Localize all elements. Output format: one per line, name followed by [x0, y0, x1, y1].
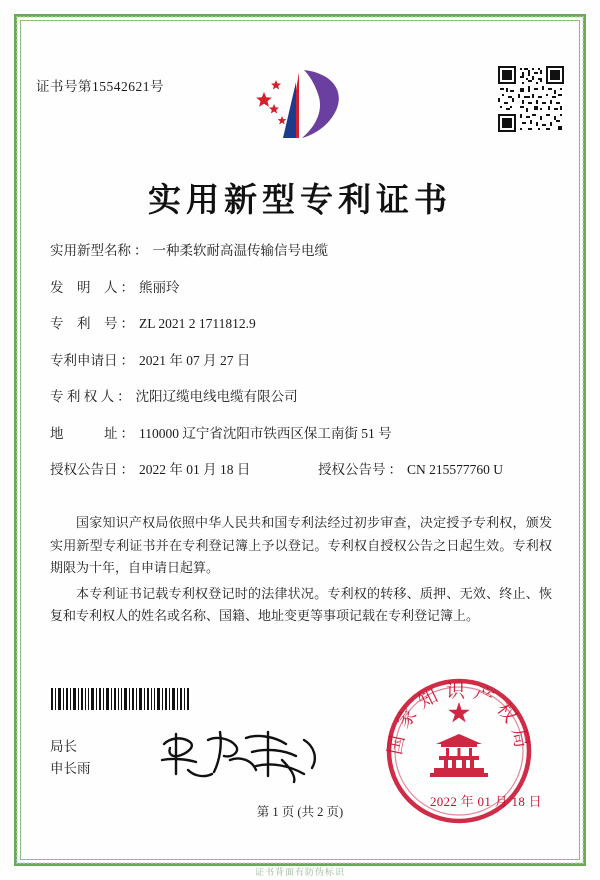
field-label-grant-number: 授权公告号	[318, 462, 386, 477]
field-row-dual	[50, 461, 556, 479]
field-label: 专 利 号	[50, 316, 118, 331]
certificate-number: 证书号第15542621号	[36, 79, 164, 94]
field-list	[50, 242, 556, 498]
field-colon: ：	[134, 243, 148, 258]
legal-paragraph-1: 国家知识产权局依照中华人民共和国专利法经过初步审查，决定授予专利权，颁发实用新型专利证书并在专利登记簿上予以登记。专利权自授权公告之日起生效。专利权期限为十年，自申请日起算。	[50, 515, 552, 575]
field-value-grant-number: CN 215577760 U	[407, 462, 504, 477]
bottom-note: 证书背面有防伪标识	[254, 867, 345, 877]
field-row	[50, 279, 556, 297]
page-footer: 第 1 页 (共 2 页)	[256, 805, 344, 819]
field-value: 沈阳辽缆电线电缆有限公司	[135, 389, 298, 404]
field-row	[50, 352, 556, 370]
legal-paragraph-2: 本专利证书记载专利权登记时的法律状况。专利权的转移、质押、无效、终止、恢复和专利权人的姓名或名称、国籍、地址变更等事项记载在专利登记簿上。	[50, 585, 552, 623]
signature-labels	[50, 736, 91, 780]
barcode-icon	[50, 688, 190, 710]
director-name: 申长雨	[50, 761, 91, 776]
svg-text:国家知识产权局: 国家知识产权局	[384, 681, 534, 757]
field-value: 110000 辽宁省沈阳市铁西区保工南街 51 号	[139, 425, 392, 441]
field-row	[50, 388, 556, 406]
field-value: ZL 2021 2 1711812.9	[139, 316, 256, 331]
field-value-grant-date: 2022 年 01 月 18 日	[139, 462, 251, 477]
certificate-content	[36, 36, 564, 877]
field-colon: ：	[120, 279, 134, 295]
field-colon: ：	[120, 462, 134, 477]
field-label: 专利申请日	[50, 352, 118, 368]
field-label: 地 址	[50, 425, 118, 441]
field-colon: ：	[117, 389, 131, 404]
patent-office-logo-icon	[252, 64, 362, 144]
field-row	[50, 425, 556, 443]
legal-text	[50, 512, 552, 631]
field-label: 发 明 人	[50, 279, 118, 295]
field-colon: ：	[120, 425, 134, 441]
qr-code-icon	[498, 66, 564, 132]
field-label: 实用新型名称	[50, 243, 131, 258]
field-value: 熊丽玲	[139, 279, 180, 295]
field-colon: ：	[120, 316, 134, 331]
field-label-grant-date: 授权公告日	[50, 462, 118, 477]
field-row	[50, 242, 556, 260]
field-label: 专 利 权 人	[50, 389, 115, 404]
field-value: 2021 年 07 月 27 日	[139, 352, 251, 368]
page-title: 实用新型专利证书	[148, 183, 452, 219]
field-row	[50, 315, 556, 333]
field-colon: ：	[388, 462, 402, 477]
grant-number-group	[318, 461, 503, 479]
field-value: 一种柔软耐高温传输信号电缆	[152, 243, 328, 258]
director-label: 局长	[50, 739, 77, 754]
field-colon: ：	[120, 352, 134, 368]
seal-date: 2022 年 01 月 18 日	[429, 794, 542, 809]
handwritten-signature-icon	[156, 726, 326, 786]
